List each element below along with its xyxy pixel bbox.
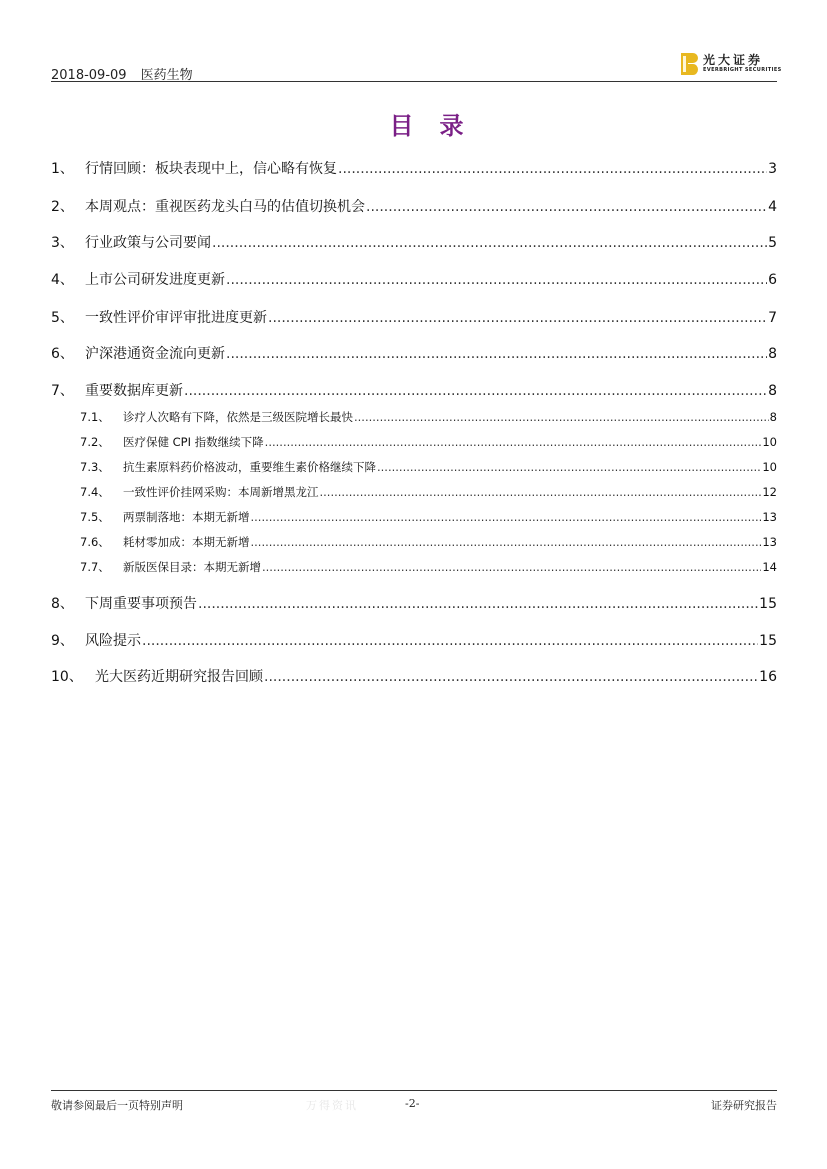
toc-entry-page: 7: [768, 310, 777, 326]
toc-subentry[interactable]: [80, 509, 777, 525]
toc-entry-number: 7.6、: [80, 535, 110, 549]
toc-entry-number: 7.3、: [80, 460, 110, 474]
toc-leader-dots: [264, 669, 758, 685]
toc-entry-title: 风险提示: [85, 633, 141, 649]
toc-entry-page: 10: [762, 435, 777, 449]
toc-leader-dots: [377, 460, 761, 474]
toc-entry-number: 4、: [51, 272, 74, 288]
toc-entry-title: 两票制落地：本期无新增: [123, 510, 250, 524]
toc-entry-title: 一致性评价挂网采购：本周新增黑龙江: [123, 485, 319, 499]
toc-leader-dots: [226, 346, 767, 362]
toc-entry-page: 8: [769, 410, 777, 424]
logo-mark-icon: [681, 53, 698, 75]
toc-leader-dots: [198, 596, 758, 612]
toc-title: 目录: [389, 111, 490, 140]
toc-leader-dots: [142, 633, 758, 649]
toc-entry-title: 光大医药近期研究报告回顾: [95, 669, 263, 685]
toc-entry-title: 重要数据库更新: [85, 383, 183, 399]
footer-page-number: -2-: [405, 1097, 420, 1110]
toc-entry-page: 8: [768, 383, 777, 399]
toc-entry-title: 行业政策与公司要闻: [85, 235, 211, 251]
toc-subentry[interactable]: [80, 409, 777, 425]
toc-leader-dots: [226, 272, 767, 288]
toc-entry-title: 下周重要事项预告: [85, 596, 197, 612]
toc-leader-dots: [212, 235, 767, 251]
toc-entry-page: 8: [768, 346, 777, 362]
toc-entry-number: 7.7、: [80, 560, 110, 574]
toc-entry-title: 本周观点：重视医药龙头白马的估值切换机会: [85, 199, 365, 215]
toc-entry-number: 7.4、: [80, 485, 110, 499]
toc-entry-page: 10: [762, 460, 777, 474]
toc-entry-page: 15: [759, 596, 777, 612]
toc-entry-number: 9、: [51, 633, 74, 649]
toc-entry-title: 抗生素原料药价格波动，重要维生素价格继续下降: [123, 460, 376, 474]
toc-entry-title: 诊疗人次略有下降，依然是三级医院增长最快: [123, 410, 353, 424]
toc-entry[interactable]: [51, 196, 777, 216]
toc-entry-number: 7.2、: [80, 435, 110, 449]
toc-entry-number: 3、: [51, 235, 74, 251]
toc-entry-number: 10、: [51, 669, 83, 685]
toc-entry[interactable]: [51, 269, 777, 289]
toc-entry-title: 医疗保健 CPI 指数继续下降: [123, 435, 264, 449]
toc-leader-dots: [268, 310, 767, 326]
report-sector: 医药生物: [140, 68, 193, 83]
toc-entry[interactable]: [51, 630, 777, 650]
toc-entry-number: 5、: [51, 310, 74, 326]
toc-entry-number: 1、: [51, 161, 74, 177]
toc-entry[interactable]: [51, 380, 777, 400]
toc-entry-title: 沪深港通资金流向更新: [85, 346, 225, 362]
toc-leader-dots: [251, 510, 762, 524]
toc-entry-title: 一致性评价审评审批进度更新: [85, 310, 267, 326]
footer-disclaimer: 敬请参阅最后一页特别声明: [51, 1099, 183, 1112]
logo-name-cn: 光大证券: [703, 53, 764, 67]
toc-entry[interactable]: [51, 158, 777, 178]
toc-subentry[interactable]: [80, 534, 777, 550]
toc-entry-number: 7、: [51, 383, 74, 399]
toc-entry[interactable]: [51, 307, 777, 327]
toc-entry-title: 行情回顾：板块表现中上，信心略有恢复: [85, 161, 337, 177]
toc-entry-page: 5: [768, 235, 777, 251]
toc-entry-number: 7.5、: [80, 510, 110, 524]
toc-subentry[interactable]: [80, 434, 777, 450]
header-divider: [51, 81, 777, 82]
toc-leader-dots: [354, 410, 769, 424]
report-date: 2018-09-09: [51, 68, 127, 83]
toc-entry-title: 新版医保目录：本期无新增: [123, 560, 261, 574]
toc-entry[interactable]: [51, 232, 777, 252]
toc-entry-page: 13: [762, 535, 777, 549]
toc-subentry[interactable]: [80, 459, 777, 475]
toc-entry-page: 12: [762, 485, 777, 499]
toc-entry-number: 2、: [51, 199, 74, 215]
toc-entry-title: 上市公司研发进度更新: [85, 272, 225, 288]
toc-leader-dots: [262, 560, 761, 574]
toc-leader-dots: [320, 485, 762, 499]
toc-entry-title: 耗材零加成：本期无新增: [123, 535, 250, 549]
toc-leader-dots: [184, 383, 767, 399]
toc-leader-dots: [251, 535, 762, 549]
toc-entry-page: 4: [768, 199, 777, 215]
toc-leader-dots: [338, 161, 767, 177]
toc-entry-page: 13: [762, 510, 777, 524]
toc-entry-page: 3: [768, 161, 777, 177]
footer-watermark: 万得资讯: [306, 1099, 358, 1112]
toc-entry-number: 7.1、: [80, 410, 110, 424]
toc-entry-number: 8、: [51, 596, 74, 612]
toc-subentry[interactable]: [80, 484, 777, 500]
toc-entry-number: 6、: [51, 346, 74, 362]
footer-doc-type: 证券研究报告: [711, 1099, 777, 1112]
toc-entry[interactable]: [51, 343, 777, 363]
logo-name-en: EVERBRIGHT SECURITIES: [703, 67, 782, 73]
toc-entry[interactable]: [51, 666, 777, 686]
toc-entry-page: 6: [768, 272, 777, 288]
footer-divider: [51, 1090, 777, 1091]
toc-leader-dots: [265, 435, 762, 449]
toc-leader-dots: [366, 199, 767, 215]
toc-entry-page: 16: [759, 669, 777, 685]
company-logo: [681, 51, 782, 77]
toc-entry-page: 15: [759, 633, 777, 649]
toc-entry-page: 14: [762, 560, 777, 574]
toc-entry[interactable]: [51, 593, 777, 613]
toc-subentry[interactable]: [80, 559, 777, 575]
